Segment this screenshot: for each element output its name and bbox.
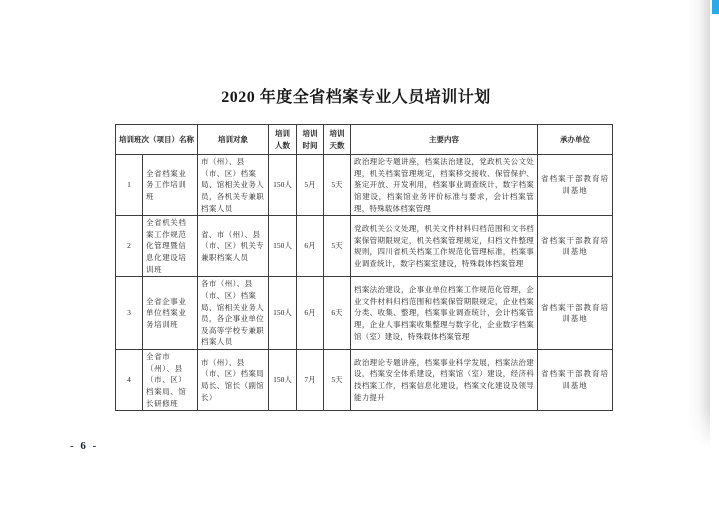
cell-batch-name: 全省企事业单位档案业务培训班 [143, 277, 198, 350]
cell-organizer: 省档案干部教育培训基地 [538, 216, 613, 277]
cell-time: 5月 [297, 155, 324, 216]
cell-content: 档案法治建设，企事业单位档案工作规范化管理，企业文件材料归档范围和档案保管期限规定，企业档案分类、收集、整理，档案事业调查统计，会计档案管理，企业人事档案收集整理与数字化，企业数字档案馆（室）建设，特殊载体档案管理 [351, 277, 538, 350]
page-title: 2020 年度全省档案专业人员培训计划 [221, 89, 491, 106]
table-row [116, 216, 613, 277]
col-header-time: 培训时间 [297, 125, 324, 155]
table-row [116, 350, 613, 411]
col-header-organizer: 承办单位 [538, 125, 613, 155]
cell-target: 各市（州）、县（市、区）档案局、馆相关业务人员，各企事业单位及高等学校专兼职档案人员 [198, 277, 269, 350]
table-header-row [116, 125, 613, 155]
cell-batch-name: 全省档案业务工作培训班 [143, 155, 198, 216]
cell-content: 政治理论专题讲座，档案事业科学发展，档案法治建设，档案安全体系建设，档案馆（室）建设，经济科技档案工作，档案信息化建设，档案文化建设及领导能力提升 [351, 350, 538, 411]
cell-target: 市（州）、县（市、区）档案局、馆相关业务人员，各机关专兼职档案人员 [198, 155, 269, 216]
cell-count: 150人 [269, 155, 297, 216]
cell-time: 6月 [297, 216, 324, 277]
cell-content: 政治理论专题讲座，档案法治建设，党政机关公文处理，机关档案管理规定，档案移交接收、保管保护、鉴定开放、开发利用，档案事业调查统计，数字档案馆建设，档案馆业务评价标准与要求，会计档案管理，特殊载体档案管理 [351, 155, 538, 216]
cell-organizer: 省档案干部教育培训基地 [538, 155, 613, 216]
cell-time: 6月 [297, 277, 324, 350]
page-edge-shadow [687, 0, 710, 452]
cell-days: 6天 [324, 277, 351, 350]
cell-days: 5天 [324, 350, 351, 411]
col-header-content: 主要内容 [351, 125, 538, 155]
cell-days: 5天 [324, 155, 351, 216]
cell-count: 150人 [269, 277, 297, 350]
col-header-days: 培训天数 [324, 125, 351, 155]
row-number: 2 [116, 216, 143, 277]
cell-organizer: 省档案干部教育培训基地 [538, 350, 613, 411]
cell-count: 150人 [269, 350, 297, 411]
scrollbar-thumb[interactable] [712, 0, 719, 14]
col-header-batch-name: 培训班次（项目）名称 [116, 125, 198, 155]
page-number: - 6 - [70, 440, 99, 452]
cell-target: 省、市（州）、县（市、区）机关专兼职档案人员 [198, 216, 269, 277]
cell-content: 党政机关公文处理，机关文件材料归档范围和文书档案保管期限规定，机关档案管理规定，归档文件整理规则，四川省机关档案工作规范化管理标准，档案事业调查统计，数字档案室建设，特殊载体档案管理 [351, 216, 538, 277]
cell-count: 150人 [269, 216, 297, 277]
training-plan-table [115, 124, 613, 411]
col-header-count: 培训人数 [269, 125, 297, 155]
cell-batch-name: 全省机关档案工作规范化管理暨信息化建设培训班 [143, 216, 198, 277]
cell-days: 5天 [324, 216, 351, 277]
row-number: 1 [116, 155, 143, 216]
table-row [116, 277, 613, 350]
row-number: 3 [116, 277, 143, 350]
col-header-target: 培训对象 [198, 125, 269, 155]
cell-organizer: 省档案干部教育培训基地 [538, 277, 613, 350]
cell-time: 7月 [297, 350, 324, 411]
row-number: 4 [116, 350, 143, 411]
table-row [116, 155, 613, 216]
cell-target: 市（州）、县（市、区）档案局局长、馆长（副馆长） [198, 350, 269, 411]
cell-batch-name: 全省市（州）、县（市、区）档案局、馆长研修班 [143, 350, 198, 411]
